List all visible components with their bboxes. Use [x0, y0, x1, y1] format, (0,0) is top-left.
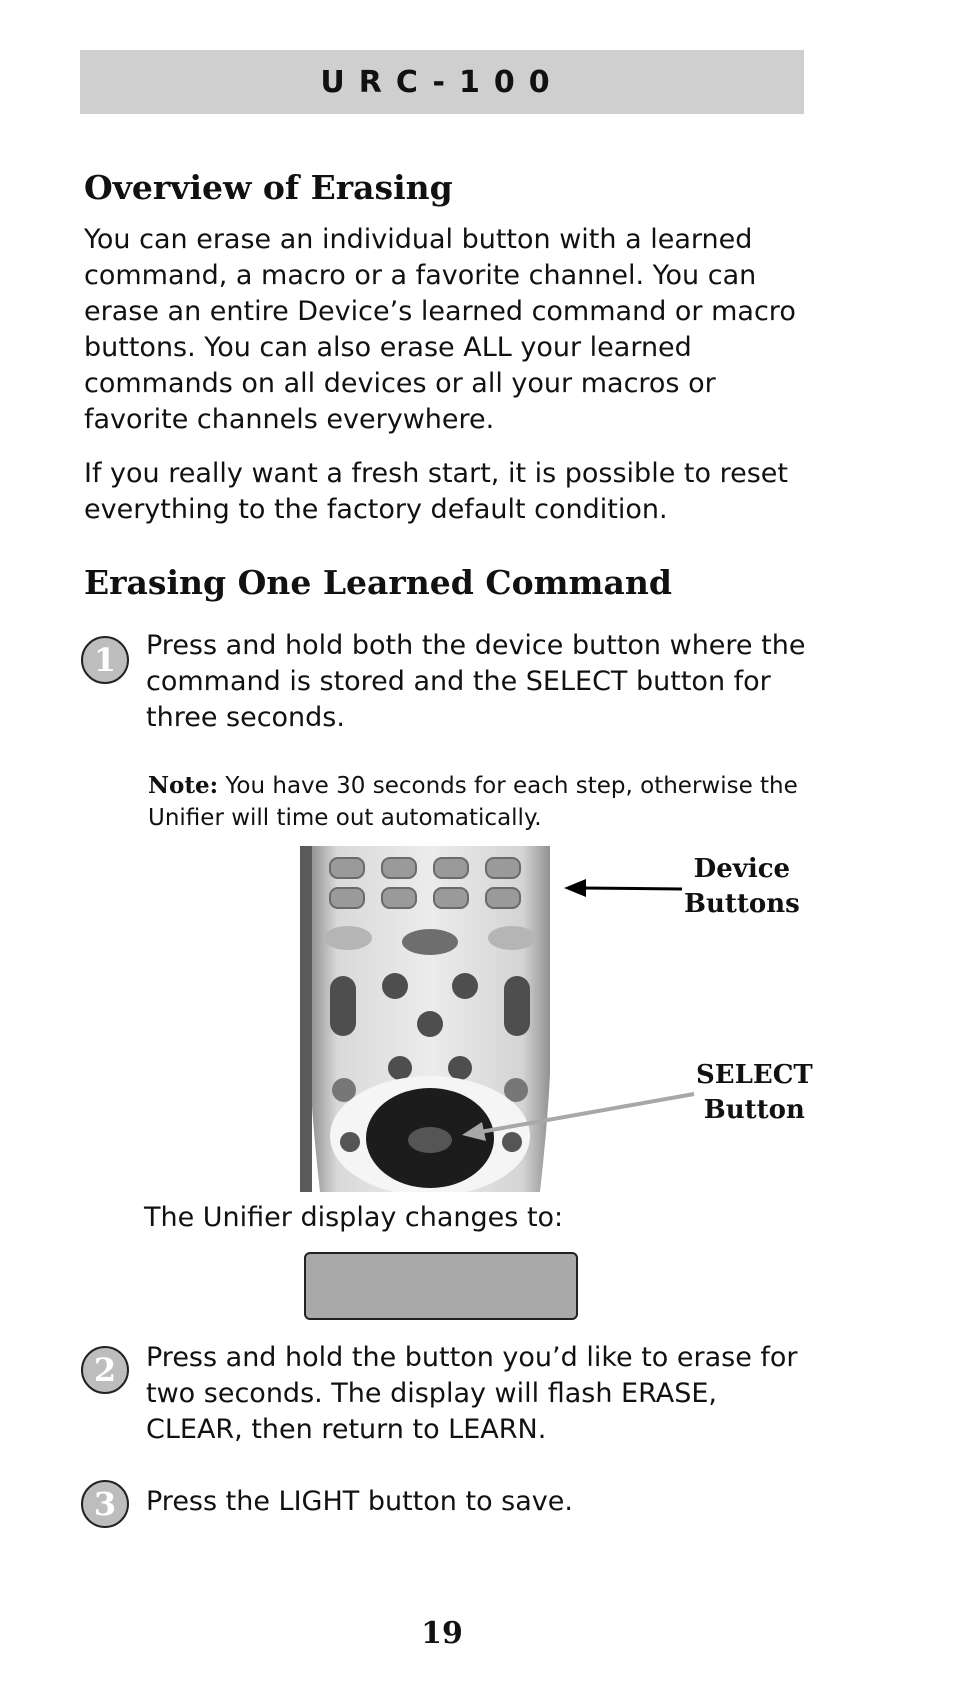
step-2-number: 2	[81, 1346, 129, 1394]
step-3-text: Press the LIGHT button to save.	[146, 1486, 573, 1517]
step-3-number: 3	[81, 1480, 129, 1528]
step-1-text: Press and hold both the device button where the command is stored and the SELECT button for three seconds.	[146, 630, 806, 733]
callout-select-line-1: SELECT	[696, 1060, 813, 1090]
note-text: You have 30 seconds for each step, otherwise the Unifier will time out automatically.	[148, 773, 798, 831]
callout-device-line-1: Device	[693, 854, 791, 884]
step-2-text: Press and hold the button you’d like to erase for two seconds. The display will flash ERASE, CLEAR, then return to LEARN.	[146, 1342, 798, 1445]
callout-select-line-2: Button	[703, 1095, 805, 1125]
header-bar	[80, 50, 804, 114]
overview-paragraph-1: You can erase an individual button with a learned command, a macro or a favorite channel. You can erase an entire Device’s learned command or macro buttons. You can also erase ALL your learned commands on all devices or all your macros or favorite channels everywhere.	[84, 224, 796, 435]
callout-device-line-2: Buttons	[684, 889, 800, 919]
display-caption: The Unifier display changes to:	[144, 1202, 564, 1233]
callout-select-button	[696, 1058, 813, 1128]
header-title: URC-100	[320, 64, 564, 100]
overview-heading: Overview of Erasing	[84, 168, 453, 207]
page-number: 19	[421, 1616, 463, 1651]
unifier-display	[304, 1252, 578, 1320]
step-1-number: 1	[81, 636, 129, 684]
note-label: Note:	[148, 772, 219, 799]
note	[148, 770, 818, 834]
erasing-one-heading: Erasing One Learned Command	[84, 563, 672, 602]
overview-paragraph-2: If you really want a fresh start, it is possible to reset everything to the factory default condition.	[84, 458, 788, 525]
remote-control-illustration	[300, 846, 560, 1192]
callout-device-buttons	[684, 852, 800, 922]
